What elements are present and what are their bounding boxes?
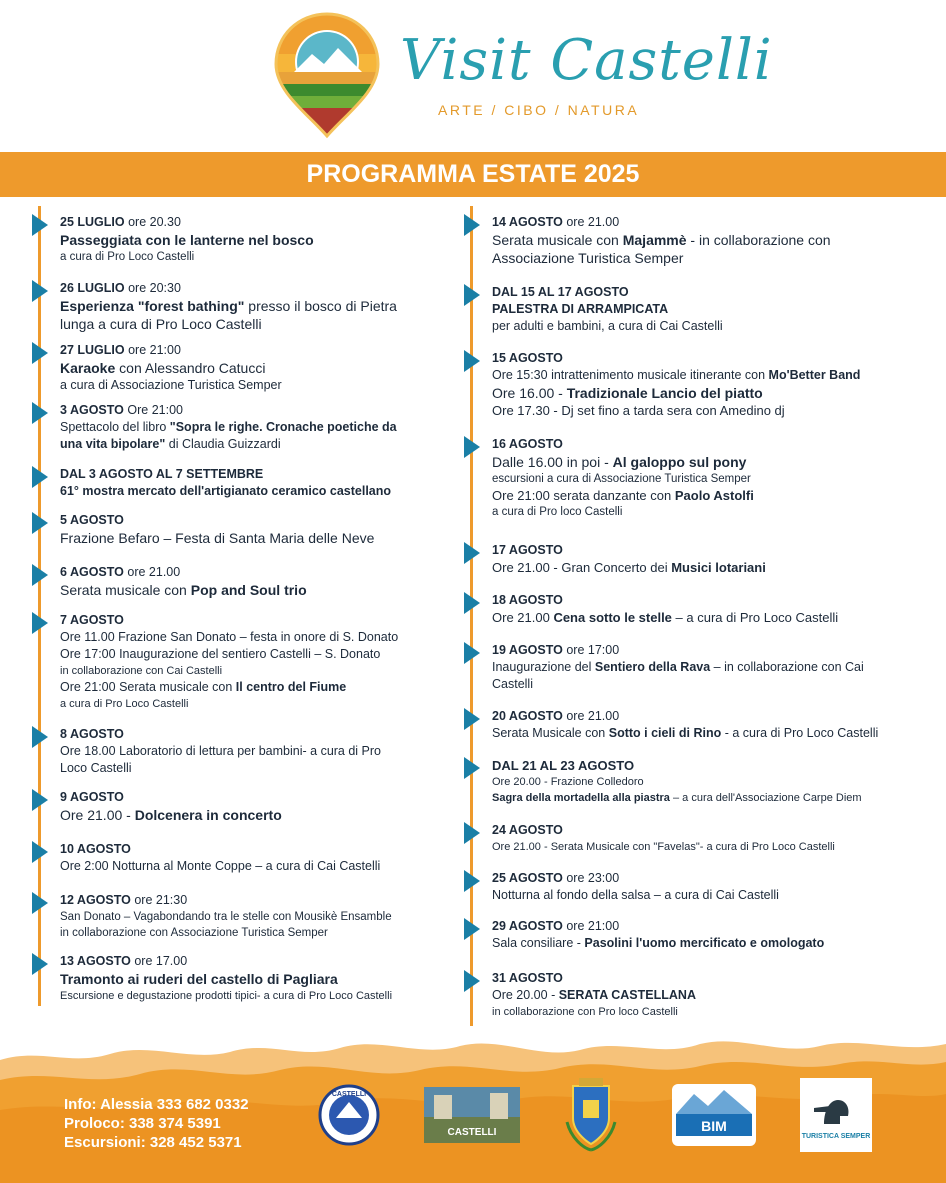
event-line: Sala consiliare -	[492, 936, 585, 950]
event-date: 31 AGOSTO	[492, 971, 563, 985]
event-line2: lunga a cura di Pro Loco Castelli	[60, 316, 262, 332]
event-date: 25 AGOSTO	[492, 871, 563, 885]
arrow-icon	[32, 214, 48, 236]
arrow-icon	[32, 892, 48, 914]
event-date: 5 AGOSTO	[60, 513, 124, 527]
partner-label: BIM	[701, 1118, 727, 1134]
event-title: Notturna al fondo della salsa – a cura di Cai Castelli	[492, 888, 779, 902]
event-title: 61° mostra mercato dell'artigianato ceramico castellano	[60, 484, 392, 498]
right-timeline	[470, 206, 946, 1026]
event-time: ore 20:30	[128, 281, 181, 295]
event-sub: per adulti e bambini, a cura di Cai Castelli	[492, 319, 723, 333]
brand-name: Visit Castelli	[400, 28, 773, 93]
event-title: Dolcenera in concerto	[134, 807, 282, 823]
arrow-icon	[464, 708, 480, 730]
event-date: DAL 3 AGOSTO AL 7 SETTEMBRE	[60, 467, 264, 481]
event-title: Pop and Soul trio	[190, 582, 307, 598]
event-title: Il centro del Fiume	[235, 680, 347, 694]
event-line: San Donato – Vagabondando tra le stelle con Mousikè Ensamble	[60, 911, 392, 923]
event-line: Ore 18.00 Laboratorio di lettura per bambini- a cura di Pro	[60, 744, 382, 758]
event-time: ore 23:00	[566, 871, 620, 885]
arrow-icon	[464, 918, 480, 940]
event-line: Ore 17.30 - Dj set fino a tarda sera con Amedino dj	[492, 403, 785, 418]
event-line: Inaugurazione del	[492, 660, 595, 674]
tagline: ARTE / CIBO / NATURA	[438, 102, 640, 118]
arrow-icon	[32, 564, 48, 586]
event-sub: Escursione e degustazione prodotti tipici- a cura di Pro Loco Castelli	[60, 990, 393, 1002]
alpini-castelli-badge-icon	[316, 1078, 382, 1152]
event-title-pre: Ore 21.00 -	[60, 807, 135, 823]
event-title: Esperienza "forest bathing"	[60, 298, 245, 314]
arrow-icon	[464, 822, 480, 844]
event-line: a cura di Pro loco Castelli	[492, 506, 623, 518]
arrow-icon	[32, 726, 48, 748]
event-title: Sotto i cieli di Rino	[608, 726, 722, 740]
event-date: 20 AGOSTO	[492, 709, 563, 723]
event-time: ore 21:30	[134, 893, 188, 907]
event-title: Al galoppo sul pony	[612, 454, 747, 470]
arrow-icon	[464, 350, 480, 372]
event-title-cont: una vita bipolare"	[60, 437, 166, 451]
arrow-icon	[464, 642, 480, 664]
event-date: 6 AGOSTO	[60, 565, 124, 579]
event-date: 16 AGOSTO	[492, 437, 563, 451]
event-time: ore 21:00	[566, 919, 620, 933]
event-date: 13 AGOSTO	[60, 954, 131, 968]
event-line: Ore 20.00 - Frazione Colledoro	[492, 776, 644, 788]
arrow-icon	[464, 542, 480, 564]
event-title: Paolo Astolfi	[674, 488, 754, 503]
partner-label: CASTELLI	[447, 1127, 497, 1138]
event-date: DAL 21 AL 23 AGOSTO	[492, 758, 635, 773]
left-timeline	[38, 206, 463, 1006]
event-title-rest: con Alessandro Catucci	[115, 360, 266, 376]
comune-castelli-crest-icon	[560, 1078, 622, 1152]
event-date: 9 AGOSTO	[60, 790, 124, 804]
event-title-rest: presso il bosco di Pietra	[244, 298, 397, 314]
event-title: Musici lotariani	[671, 560, 766, 575]
arrow-icon	[32, 280, 48, 302]
event-time: Ore 21:00	[127, 403, 183, 417]
event-line: Ore 11.00 Frazione San Donato – festa in onore di S. Donato	[60, 630, 399, 644]
event-date: 18 AGOSTO	[492, 593, 563, 607]
event-line: Associazione Turistica Semper	[492, 250, 684, 266]
event-line: in collaborazione con Associazione Turistica Semper	[60, 927, 328, 939]
arrow-icon	[464, 870, 480, 892]
event-line: – in collaborazione con Cai	[710, 660, 864, 674]
event-title: Sagra della mortadella alla piastra	[492, 792, 670, 804]
banner-title: PROGRAMMA ESTATE 2025	[306, 160, 640, 188]
event-title: Mo'Better Band	[768, 368, 861, 382]
event-title: Majammè	[622, 232, 687, 248]
event-date: 27 LUGLIO	[60, 343, 125, 357]
event-title-pre: Serata musicale con	[60, 582, 191, 598]
event-line: escursioni a cura di Associazione Turistica Semper	[492, 473, 751, 485]
arrow-icon	[32, 466, 48, 488]
event-date: 19 AGOSTO	[492, 643, 563, 657]
arrow-icon	[32, 612, 48, 634]
event-date: 25 LUGLIO	[60, 215, 125, 229]
arrow-icon	[32, 342, 48, 364]
event-date: 3 AGOSTO	[60, 403, 124, 417]
event-line: – a cura dell'Associazione Carpe Diem	[669, 792, 862, 804]
event-author: di Claudia Guizzardi	[165, 437, 281, 451]
event-title: Ore 2:00 Notturna al Monte Coppe – a cura di Cai Castelli	[60, 859, 381, 873]
timeline-line	[470, 206, 473, 1026]
event-time: ore 21:00	[128, 343, 181, 357]
turistica-semper-logo-icon	[800, 1078, 872, 1152]
event-date: 8 AGOSTO	[60, 727, 124, 741]
event-time: ore 21.00	[566, 215, 620, 229]
header	[0, 0, 946, 150]
event-line: Ore 17:00 Inaugurazione del sentiero Castelli – S. Donato	[60, 647, 381, 661]
pro-loco-castelli-logo-icon	[424, 1078, 520, 1152]
event-time: ore 17:00	[566, 643, 620, 657]
event-line: Ore 20.00 -	[492, 988, 559, 1002]
arrow-icon	[464, 970, 480, 992]
event-sub: in collaborazione con Pro loco Castelli	[492, 1006, 678, 1018]
event-time: ore 21.00	[127, 565, 181, 579]
event-line: Serata Musicale con	[492, 726, 609, 740]
arrow-icon	[32, 841, 48, 863]
arrow-icon	[464, 436, 480, 458]
arrow-icon	[32, 512, 48, 534]
event-time: ore 21.00	[566, 709, 620, 723]
event-title: Frazione Befaro – Festa di Santa Maria delle Neve	[60, 530, 375, 546]
event-date: 7 AGOSTO	[60, 613, 124, 627]
event-line: - a cura di Pro Loco Castelli	[721, 726, 879, 740]
event-line: Ore 21.00	[492, 610, 554, 625]
proloco-phone: Proloco: 338 374 5391	[64, 1115, 221, 1132]
event-date: 17 AGOSTO	[492, 543, 563, 557]
event-line: Ore 21.00 - Gran Concerto dei	[492, 560, 672, 575]
arrow-icon	[464, 592, 480, 614]
event-title: Tradizionale Lancio del piatto	[566, 385, 763, 401]
event-time: ore 20.30	[128, 215, 181, 229]
event-title: Sentiero della Rava	[594, 660, 711, 674]
event-line: Dalle 16.00 in poi -	[492, 454, 613, 470]
event-line: - in collaborazione con	[686, 232, 831, 248]
event-line: Ore 15:30 intrattenimento musicale itinerante con	[492, 368, 769, 382]
arrow-icon	[464, 284, 480, 306]
arrow-icon	[464, 214, 480, 236]
event-date: 24 AGOSTO	[492, 823, 563, 837]
map-pin-landscape-icon	[272, 10, 382, 140]
bim-teramo-logo-icon	[672, 1078, 756, 1152]
event-date: 29 AGOSTO	[492, 919, 563, 933]
event-title: Pasolini l'uomo mercificato e omologato	[584, 936, 825, 950]
info-phone: Info: Alessia 333 682 0332	[64, 1096, 249, 1113]
event-sub: a cura di Associazione Turistica Semper	[60, 378, 282, 392]
event-line: in collaborazione con Cai Castelli	[60, 665, 223, 677]
event-line: Loco Castelli	[60, 761, 132, 775]
escursioni-phone: Escursioni: 328 452 5371	[64, 1134, 242, 1151]
event-line: Castelli	[492, 677, 533, 691]
event-time: ore 17.00	[134, 954, 188, 968]
event-line1: Spettacolo del libro	[60, 420, 170, 434]
event-date: 12 AGOSTO	[60, 893, 131, 907]
event-line: Ore 16.00 -	[492, 385, 567, 401]
event-date: 10 AGOSTO	[60, 842, 131, 856]
event-title: PALESTRA DI ARRAMPICATA	[492, 302, 669, 316]
event-date: 15 AGOSTO	[492, 351, 563, 365]
event-title: "Sopra le righe. Cronache poetiche da	[169, 420, 397, 434]
program-banner	[0, 152, 946, 197]
event-date: 14 AGOSTO	[492, 215, 563, 229]
event-line: Ore 21:00 serata danzante con	[492, 488, 675, 503]
event-title: Karaoke	[60, 360, 116, 376]
event-line: Serata musicale con	[492, 232, 623, 248]
arrow-icon	[32, 789, 48, 811]
contact-info	[64, 1095, 249, 1152]
partner-label: TURISTICA SEMPER	[801, 1133, 871, 1140]
event-title: Cena sotto le stelle	[553, 610, 672, 625]
event-line: Ore 21:00 Serata musicale con	[60, 680, 236, 694]
event-title: Ore 21.00 - Serata Musicale con "Favelas"- a cura di Pro Loco Castelli	[492, 841, 835, 853]
arrow-icon	[32, 953, 48, 975]
timeline-line	[38, 206, 41, 1006]
event-title: Passeggiata con le lanterne nel bosco	[60, 232, 314, 248]
event-date: 26 LUGLIO	[60, 281, 125, 295]
arrow-icon	[32, 402, 48, 424]
event-line: a cura di Pro Loco Castelli	[60, 698, 189, 710]
arrow-icon	[464, 757, 480, 779]
event-title: SERATA CASTELLANA	[558, 988, 696, 1002]
event-date: DAL 15 AL 17 AGOSTO	[492, 285, 629, 299]
event-sub: a cura di Pro Loco Castelli	[60, 251, 195, 263]
event-title: Tramonto ai ruderi del castello di Pagliara	[60, 971, 338, 987]
partner-label: CASTELLI	[331, 1091, 367, 1098]
event-line: – a cura di Pro Loco Castelli	[671, 610, 839, 625]
